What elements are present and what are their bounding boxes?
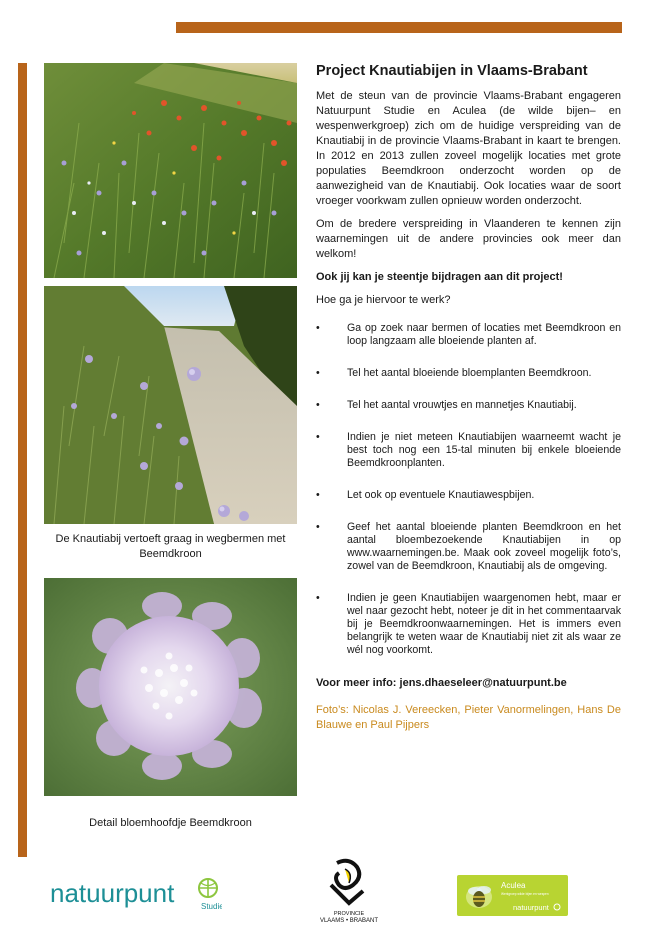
bullet-icon: •: [316, 431, 320, 443]
list-item: • Indien je niet meteen Knautiabijen waarneemt wacht je best toch nog een 15-tal minuten bij enkele bloeiende Beemdkroonplanten.: [316, 431, 621, 469]
list-item: • Geef het aantal bloeiende planten Beemdkroon en het aantal bloembezoekende Knautiabijen in op www.waarnemingen.be. Maak ook zoveel mogelijk foto’s, zowel van de Beemdkroon, Knautiabij als de omgeving.: [316, 521, 621, 572]
spread-paragraph: Om de bredere verspreiding in Vlaanderen te kennen zijn waarnemingen uit de andere provincies ook meer dan welkom!: [316, 218, 621, 260]
bullet-icon: •: [316, 367, 320, 379]
list-item: • Ga op zoek naar bermen of locaties met Beemdkroon en loop langzaam alle bloeiende planten af.: [316, 322, 621, 347]
steps-list: [316, 322, 621, 657]
list-item: • Indien je geen Knautiabijen waargenomen hebt, maar er wel naar gezocht hebt, noteer je dit in het commentaarvak bij je Beemdkroonwaarnemingen. Het is immers even belangrijk te weten waar de Knautiabij niet zit als waar ze wél nog voorkomt.: [316, 592, 621, 656]
photo-credits: Foto’s: Nicolas J. Vereecken, Pieter Vanormelingen, Hans De Blauwe en Paul Pijpers: [316, 704, 621, 731]
main-text-column: [316, 62, 621, 733]
list-item: • Let ook op eventuele Knautiawespbijen.: [316, 489, 535, 501]
bullet-icon: •: [316, 592, 320, 604]
natuurpunt-logo: [50, 874, 222, 914]
bullet-icon: •: [316, 322, 320, 334]
page-title: Project Knautiabijen in Vlaams-Brabant: [316, 63, 588, 79]
aculea-tagline: Werkgroep wilde bijen en wespen: [501, 892, 549, 896]
list-item: • Tel het aantal bloeiende bloemplanten Beemdkroon.: [316, 367, 592, 379]
how-to-heading: Hoe ga je hiervoor te werk?: [316, 294, 451, 306]
vlaams-brabant-line2: VLAAMS • BRABANT: [319, 918, 379, 924]
bullet-icon: •: [316, 521, 320, 533]
aculea-name: Aculea: [501, 881, 526, 890]
photo-path-verge: [44, 286, 297, 524]
caption-flower-photo: Detail bloemhoofdje Beemdkroon: [89, 817, 252, 829]
caption-verge-photo: De Knautiabij vertoeft graag in wegbermen met Beemdkroon: [55, 533, 286, 560]
bee-icon: [466, 886, 492, 908]
bullet-icon: •: [316, 399, 320, 411]
bullet-icon: •: [316, 489, 320, 501]
aculea-partner: natuurpunt: [513, 903, 549, 912]
left-accent-bar: [18, 63, 27, 857]
vlaams-brabant-logo: [309, 855, 389, 925]
photo-flower-detail: [44, 578, 297, 796]
intro-paragraph: Met de steun van de provincie Vlaams-Brabant engageren Natuurpunt Studie en Aculea (de wilde bijen– en wespenwerkgroep) zich om de huidige verspreiding van de Knautiabij in de provincie Vlaams-Brabant in kaart te brengen. In 2012 en 2013 zullen zoveel mogelijk locaties met grote populaties Beemdkroon onderzocht worden op de aanwezigheid van de Knautiabij. Ook locaties waar de soort vroeger voorkwam zullen opnieuw worden onderzocht.: [316, 90, 621, 207]
vlaams-brabant-emblem-icon: [331, 861, 363, 903]
contact-info: Voor meer info: jens.dhaeseleer@natuurpunt.be: [316, 677, 567, 689]
natuurpunt-wordmark: natuurpunt: [50, 878, 175, 908]
natuurpunt-emblem-icon: [199, 879, 217, 897]
photo-meadow-verge: [44, 63, 297, 278]
vlaams-brabant-line1: PROVINCIE: [333, 911, 365, 917]
aculea-logo: [457, 875, 568, 916]
natuurpunt-sub: Studie: [201, 902, 222, 911]
top-accent-bar: [176, 22, 622, 33]
call-to-action: Ook jij kan je steentje bijdragen aan dit project!: [316, 271, 563, 283]
list-item: • Tel het aantal vrouwtjes en mannetjes Knautiabij.: [316, 399, 577, 411]
